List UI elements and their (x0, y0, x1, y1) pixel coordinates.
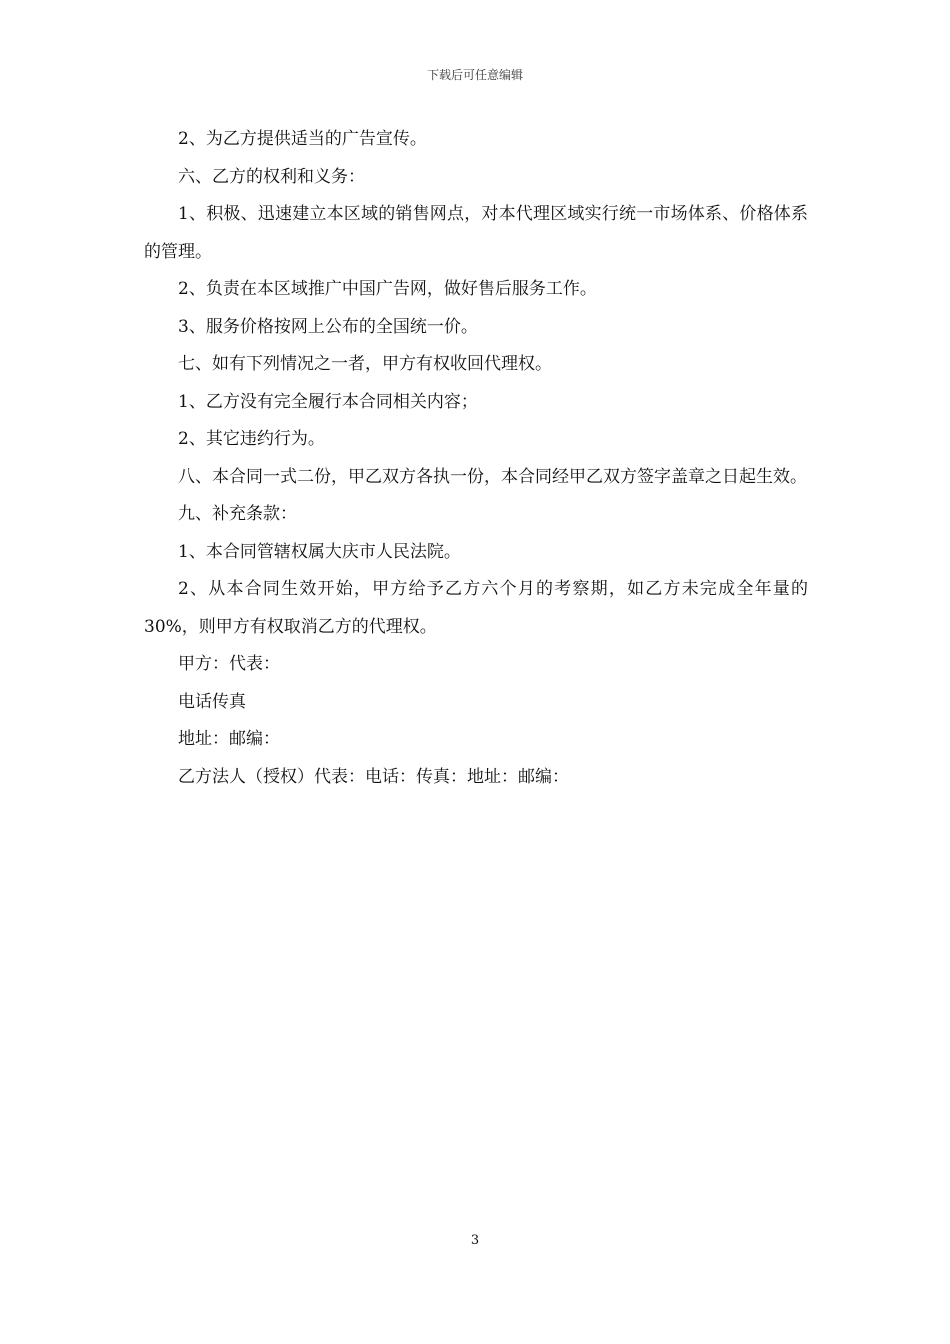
section-heading: 八、本合同一式二份，甲乙双方各执一份，本合同经甲乙双方签字盖章之日起生效。 (178, 466, 807, 487)
signature-line-party-b: 乙方法人（授权）代表：电话：传真：地址：邮编： (178, 766, 569, 787)
paragraph: 1、乙方没有完全履行本合同相关内容； (178, 391, 478, 412)
section-heading: 九、补充条款： (178, 504, 297, 524)
signature-line-address: 地址：邮编： (178, 729, 280, 749)
section-heading: 七、如有下列情况之一者，甲方有权收回代理权。 (178, 354, 552, 374)
paragraph: 1、本合同管辖权属大庆市人民法院。 (178, 541, 461, 562)
section-heading: 六、乙方的权利和义务： (178, 166, 365, 187)
paragraph: 2、其它违约行为。 (178, 429, 325, 449)
page-header: 下载后可任意编辑 (426, 68, 523, 82)
signature-line-party-a: 甲方：代表： (178, 654, 280, 674)
signature-line-phone-fax: 电话传真 (178, 691, 246, 712)
paragraph: 1、积极、迅速建立本区域的销售网点，对本代理区域实行统一市场体系、价格体系的管理。 (144, 204, 808, 262)
paragraph: 3、服务价格按网上公布的全国统一价。 (178, 316, 478, 337)
page-number: 3 (470, 1233, 480, 1248)
document-body (144, 121, 808, 796)
paragraph: 2、为乙方提供适当的广告宣传。 (178, 129, 427, 149)
paragraph: 2、从本合同生效开始，甲方给予乙方六个月的考察期，如乙方未完成全年量的30%，则甲方有权取消乙方的代理权。 (144, 579, 808, 637)
paragraph: 2、负责在本区域推广中国广告网，做好售后服务工作。 (178, 279, 597, 299)
